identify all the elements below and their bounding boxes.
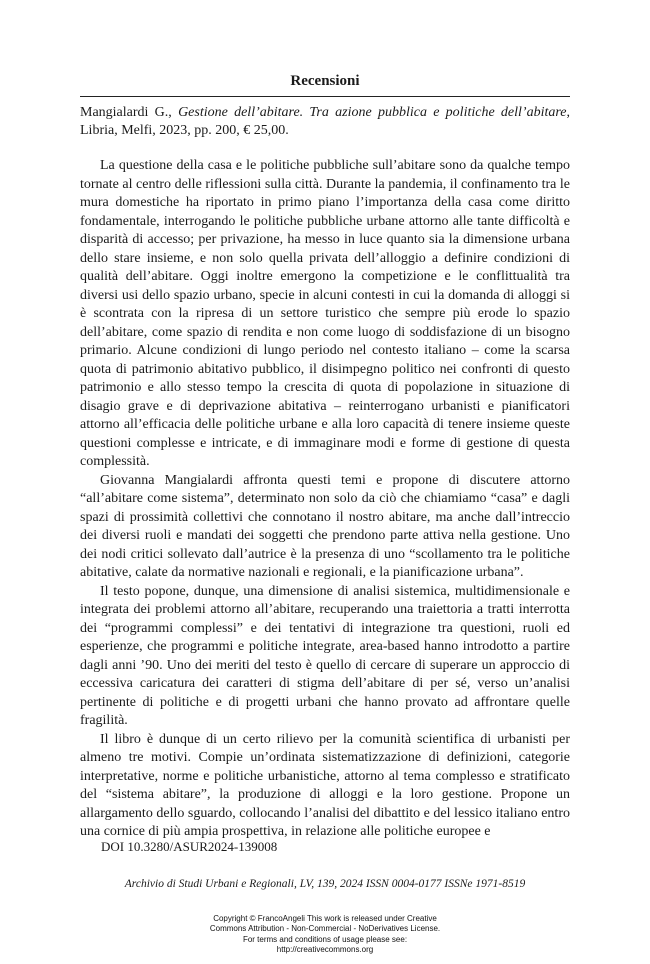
journal-footer: Archivio di Studi Urbani e Regionali, LV, 139, 2024 ISSN 0004-0177 ISSNe 1971-8519 [124, 878, 526, 890]
header-divider [80, 96, 570, 97]
citation-book-title: Gestione dell’abitare. Tra azione pubblica e politiche dell’abitare [178, 105, 567, 120]
book-citation [80, 104, 570, 140]
license-notice [0, 914, 650, 955]
review-body [80, 157, 570, 842]
license-line: Copyright © FrancoAngeli This work is released under Creative [213, 914, 437, 923]
citation-author: Mangialardi G., [80, 105, 179, 120]
paragraph: La questione della casa e le politiche pubbliche sull’abitare sono da qualche tempo tornate al centro delle riflessioni sulla città. Durante la pandemia, il confinamento tra le mura domestiche ha riportato in primo piano l’importanza della casa come diritto fondamentale, interrogando le politiche pubbliche urbane attorno alle tante difficoltà e disparità di accesso; per privazione, ha messo in luce quanto sia la dimensione urbana dello stare insieme, e non solo quella privata dell’alloggio a definire condizioni di qualità dell’abitare. Oggi inoltre emergono la competizione e le conflittualità tra diversi usi dello spazio urbano, specie in alcuni contesti in cui la domanda di alloggi si è scontrata con la ripresa di un settore turistico che sempre più erode lo spazio dell’abitare, come spazio di rendita e non come luogo di soddisfazione di un bisogno primario. Alcune condizioni di lungo periodo nel contesto italiano – come la scarsa quota di patrimonio abitativo pubblico, il disimpegno politico nei confronti di questo patrimonio e allo stesso tempo la crescita di quota di popolazione in situazione di disagio grave e di deprivazione abitativa – reinterrogano urbanisti e pianificatori attorno all’efficacia delle politiche urbane e alla loro capacità di tenere insieme queste questioni complesse e intricate, e di immaginare modi e forme di gestione di questa complessità. [80, 158, 570, 469]
section-title: Recensioni [290, 73, 360, 89]
paragraph: Giovanna Mangialardi affronta questi temi e propone di discutere attorno “all’abitare come sistema”, determinato non solo da ciò che chiamiamo “casa” e dagli spazi di prossimità collettivi che connotano il nostro abitare, ma anche dall’intreccio dei diversi ruoli e mandati dei soggetti che prendono parte attiva nella gestione. Uno dei nodi critici sollevato dall’autrice è la presenza di uno “scollamento tra le politiche abitative, calate da normative nazionali e regionali, e la pianificazione urbana”. [80, 472, 570, 580]
doi-reference: DOI 10.3280/ASUR2024-139008 [101, 839, 278, 854]
citation-details: , Libria, Melfi, 2023, pp. 200, € 25,00. [80, 105, 571, 138]
paragraph: Il testo popone, dunque, una dimensione di analisi sistemica, multidimensionale e integrata dei problemi attorno all’abitare, recuperando una traiettoria a tratti interrotta dei “programmi complessi” e dei tentativi di integrazione tra questioni, ruoli ed esperienze, che programmi e politiche integrate, area-based hanno introdotto a partire dagli anni ’90. Uno dei meriti del testo è quello di cercare di superare un approccio di eccessiva caricatura dei caratteri di stigma dell’abitare di per sé, verso un’analisi pertinente di politiche e di progetti urbani che hanno provato ad affrontare quelle fragilità. [80, 583, 570, 728]
license-line: For terms and conditions of usage please see: [242, 934, 408, 944]
license-line: Commons Attribution - Non-Commercial - NoDerivatives License. [209, 924, 441, 934]
license-link[interactable]: http://creativecommons.org [276, 944, 374, 954]
paragraph: Il libro è dunque di un certo rilievo per la comunità scientifica di urbanisti per almeno tre motivi. Compie un’ordinata sistematizzazione di definizioni, categorie interpretative, norme e politiche urbanistiche, attorno al tema complesso e stratificato del “sistema abitare”, la produzione di alloggi e la loro gestione. Propone un allargamento dello sguardo, collocando l’analisi del dibattito e del lessico italiano entro una cornice di più ampia prospettiva, in relazione alle politiche europee e [80, 731, 570, 839]
